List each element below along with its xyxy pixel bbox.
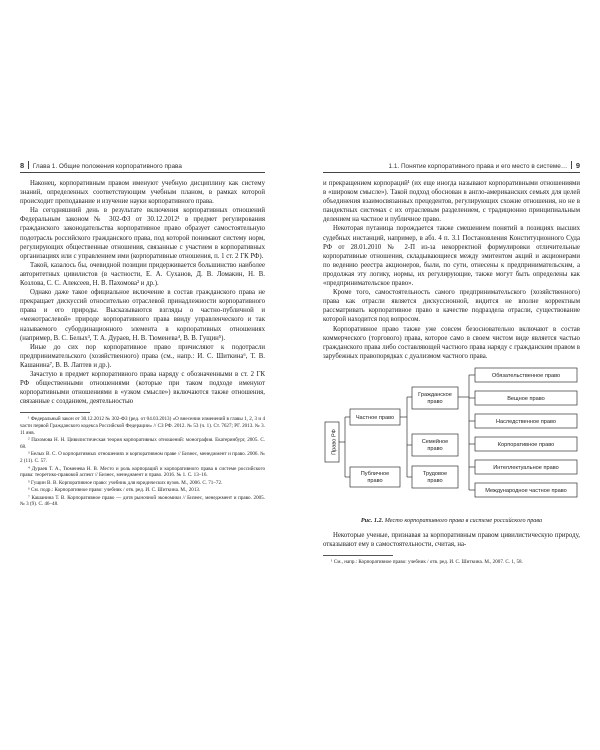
figure-caption-text: Место корпоративного права в системе российского права	[384, 516, 543, 524]
diagram-label-private-law: Частное право	[355, 414, 395, 421]
paragraph: Такой, казалось бы, очевидной позиции придерживается большинство наиболее авторитетных цивилистов (в частности, Е. А. Суханов, Д. В. Ломакин, Н. В. Козлова, С. С. Алексеев, Н. В. Пахомова² и др.).	[20, 261, 265, 288]
diagram-label-intellectual-law: Интеллектуальное право	[493, 464, 559, 471]
footnote: ⁵ Гущин В. В. Корпоративное право: учебник для юридических вузов. М., 2006. С. 71–72.	[28, 479, 223, 486]
diagram-label-civil-law: Гражданское право	[418, 391, 452, 405]
diagram-label-public-law: Публичное право	[360, 470, 390, 484]
paragraph: Однако даже такое официальное включение в состав гражданского права не прекращает дискуссий относительно отраслевой принадлежности корпоративного права и его природы. Высказываются взгляды о частно-публичной и «межотраслевой» природе корпоративного права ввиду управленческого и так называемого субординационного элемента в корпоративных отношениях (например, В. С. Белых³, Т. А. Дураев, Н. В. Тюменева⁴, В. В. Гущин⁵).	[20, 289, 265, 342]
figure-caption-label: Рис. 1.2.	[360, 516, 384, 524]
diagram-label-corporate-law: Корпоративное право	[497, 441, 555, 448]
footnote: ¹ Федеральный закон от 30.12.2012 № 302-ФЗ (ред. от 04.03.2013) «О внесении изменений в главы 1, 2, 3 и 4 части первой Гражданского кодекса Российской Федерации» // СЗ РФ. 2012. № 53 (ч. 1). Ст. 7627; РГ. 2013. № 3. 11 янв.	[20, 416, 265, 436]
paragraph: Корпоративное право также уже совсем безосновательно включают в состав коммерческого (торгового) права, которое само в своем чистом виде является частью гражданского права либо составляющей частного права наряду с гражданским правом в зарубежных правопорядках с дуализмом частного права.	[323, 325, 580, 360]
paragraph: Кроме того, самостоятельность самого предпринимательского (хозяйственного) права как отрасли является дискуссионной, видится не вполне корректным рассматривать корпоративное право в качестве подраздела отрасли, существование которой находится под вопросом.	[323, 289, 580, 324]
diagram-box-family-law	[412, 434, 458, 456]
diagram-label-root: Право РФ	[331, 429, 338, 455]
left-page	[20, 161, 265, 509]
footnote-divider	[20, 412, 90, 413]
diagram-svg	[323, 367, 580, 515]
running-head-left	[20, 161, 265, 173]
paragraph: Наконец, корпоративным правом именуют учебную дисциплину как систему знаний, определенных соответствующим учебным планом, в рамках которой происходит преподавание и изучение науки корпоративного права.	[20, 180, 265, 206]
footnote: ⁴ Дураев Т. А., Тюменева Н. В. Место и роль корпораций и корпоративного права в системе российского права: теоретико-правовой аспект // Бизнес, менеджмент и право. 2016. № 1. С. 13–16.	[20, 465, 265, 479]
footnote-divider	[323, 555, 393, 556]
footnote: ¹ См., напр.: Корпоративное право: учебник / отв. ред. И. С. Шиткина. М., 2007. С. 1, 58.	[331, 559, 523, 566]
paragraph: Иные до сих пор корпоративное право причисляют к подотрасли предпринимательского (хозяйственного) права (см., напр.: И. С. Шиткина⁶, Т. В. Кашанина⁷, В. В. Лаптев и др.).	[20, 343, 265, 369]
diagram-label-property-law: Вещное право	[507, 395, 545, 402]
diagram-label-inheritance-law: Наследственное право	[495, 418, 557, 425]
diagram-label-obligation-law: Обязательственное право	[491, 372, 561, 379]
running-head-title-left: Глава 1. Общие положения корпоративного права	[32, 163, 182, 170]
paragraph: Некоторая путаница порождается также смешением понятий в позициях высших судебных инстанций, например, в абз. 4 п. 3.1 Постановления Конституционного Суда РФ от 28.01.2010 № 2-П из-за некорректной формулировки отличительные корпоративные отношения, складывающиеся между эмитентом акций и акционерами по ведению реестра акционеров, были, по сути, отнесены к предпринимательским, а продолжая эту логику, нормы, их регулирующие, также могут быть определены как «предпринимательское право».	[323, 225, 580, 288]
running-head-separator	[28, 161, 29, 169]
diagram-label-private-international-law: Международное частное право	[485, 487, 567, 494]
page-number-left: 8	[20, 161, 25, 170]
paragraph: и прекращением корпораций¹ (их еще иногда называют корпоративными отношениями в «широком смысле»). Такой подход обоснован в англо-американских семьях для целей объединения взаимосвязанных прецедентов, регулирующих схожие отношения, но не в пандектных системах с их отраслевым разделением, с традиционно принципиальным делением на частное и публичное право.	[323, 180, 580, 224]
page-number-right: 9	[575, 161, 580, 170]
footnote: ² Пахомова Н. Н. Цивилистическая теория корпоративных отношений: монография. Екатеринбург, 2005. С. 68.	[20, 437, 265, 450]
diagram-label-family-law: Семейное право	[421, 438, 449, 452]
figure-caption	[323, 517, 580, 525]
diagram-label-labour-law: Трудовое право	[422, 470, 448, 484]
footnote: ³ Белых В. С. О корпоративных отношениях и корпоративном праве // Бизнес, менеджмент и право. 2006. № 2 (11). С. 57.	[20, 451, 265, 464]
paragraph: На сегодняшний день в результате включения корпоративных отношений Федеральным законом № 302-ФЗ от 30.12.2012¹ в предмет регулирования гражданского законодательства корпоративное право образует самостоятельную подотрасль российского гражданского права, под которой понимают систему норм, регулирующих общественные отношения, связанные с участием в корпоративных организациях или с управлением ими (корпоративные отношения, п. 1 ст. 2 ГК РФ).	[20, 207, 265, 260]
diagram-box-civil-law	[412, 387, 458, 409]
running-head-separator	[571, 161, 572, 169]
right-page	[323, 161, 580, 567]
paragraph: Зачастую в предмет корпоративного права наряду с обозначенными в ст. 2 ГК РФ общественными отношениями (которые при таком подходе именуют корпоративными отношениями в «узком смысле») включаются также отношения, связанные с созданием, деятельностью	[20, 370, 265, 406]
paragraph: Некоторые ученые, признавая за корпоративным правом цивилистическую природу, отказывают ему в самостоятельности, считая, на-	[323, 531, 580, 548]
running-head-title-right: 1.1. Понятие корпоративного права и его место в системе…	[388, 163, 568, 170]
diagram-box-public-law	[350, 467, 400, 487]
footnote: ⁶ См. подр.: Корпоративное право: учебник / отв. ред. И. С. Шиткина. М., 2013.	[28, 487, 201, 494]
legal-system-diagram	[323, 367, 580, 515]
diagram-box-labour-law	[412, 466, 458, 488]
running-head-right	[323, 161, 580, 173]
footnote: ⁷ Кашанина Т. В. Корпоративное право — дитя рыночной экономики // Бизнес, менеджмент и право. 2005. № 3 (9). С. 46–48.	[20, 494, 265, 508]
